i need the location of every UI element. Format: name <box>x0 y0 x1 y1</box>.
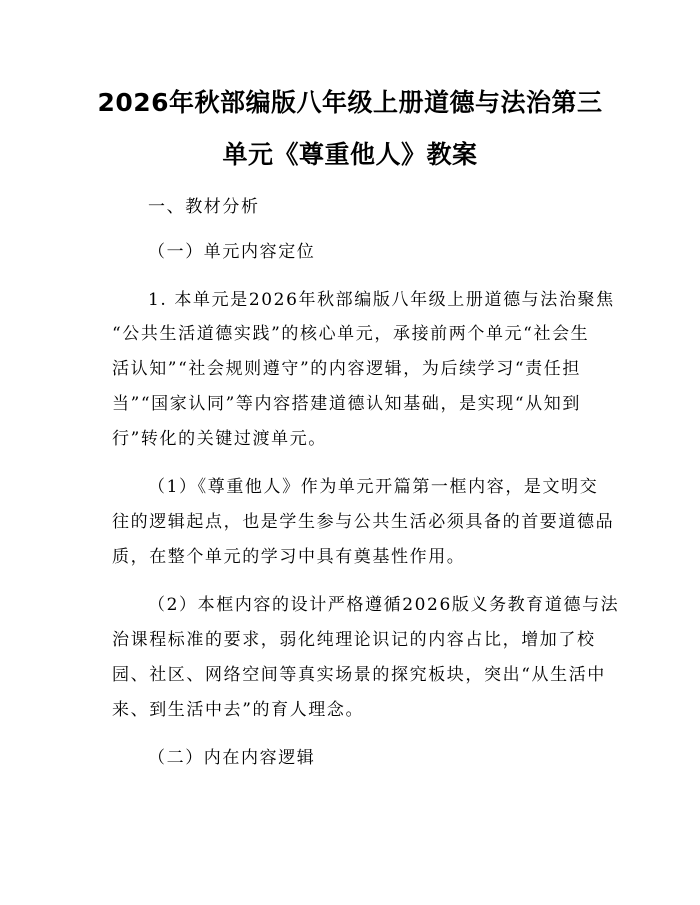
paragraph-1-line: 活认知”“社会规则遵守”的内容逻辑，为后续学习“责任担 <box>112 359 581 379</box>
section-heading-teaching-material-analysis: 一、教材分析 <box>148 197 260 217</box>
paragraph-1-line: 1. 本单元是2026年秋部编版八年级上册道德与法治聚焦 <box>148 290 615 310</box>
paragraph-2-line: （1）《尊重他人》作为单元开篇第一框内容，是文明交 <box>148 477 599 497</box>
document-title-line-2: 单元《尊重他人》教案 <box>222 140 478 169</box>
paragraph-2-line: 质，在整个单元的学习中具有奠基性作用。 <box>112 547 466 567</box>
subsection-heading-unit-positioning: （一）单元内容定位 <box>148 242 316 262</box>
paragraph-3-line: （2）本框内容的设计严格遵循2026版义务教育道德与法 <box>148 595 620 615</box>
subsection-heading-internal-logic: （二）内在内容逻辑 <box>148 748 316 768</box>
paragraph-2-line: 往的逻辑起点，也是学生参与公共生活必须具备的首要道德品 <box>112 512 615 532</box>
paragraph-3-line: 来、到生活中去”的育人理念。 <box>112 700 365 720</box>
paragraph-3-line: 园、社区、网络空间等真实场景的探究板块，突出“从生活中 <box>112 665 606 685</box>
document-title-line-1: 2026年秋部编版八年级上册道德与法治第三 <box>97 88 603 117</box>
paragraph-1-line: 当”“国家认同”等内容搭建道德认知基础，是实现“从知到 <box>112 394 581 414</box>
paragraph-1-line: “公共生活道德实践”的核心单元，承接前两个单元“社会生 <box>112 324 590 344</box>
paragraph-3-line: 治课程标准的要求，弱化纯理论识记的内容占比，增加了校 <box>112 630 596 650</box>
paragraph-1-line: 行”转化的关键过渡单元。 <box>112 429 327 449</box>
